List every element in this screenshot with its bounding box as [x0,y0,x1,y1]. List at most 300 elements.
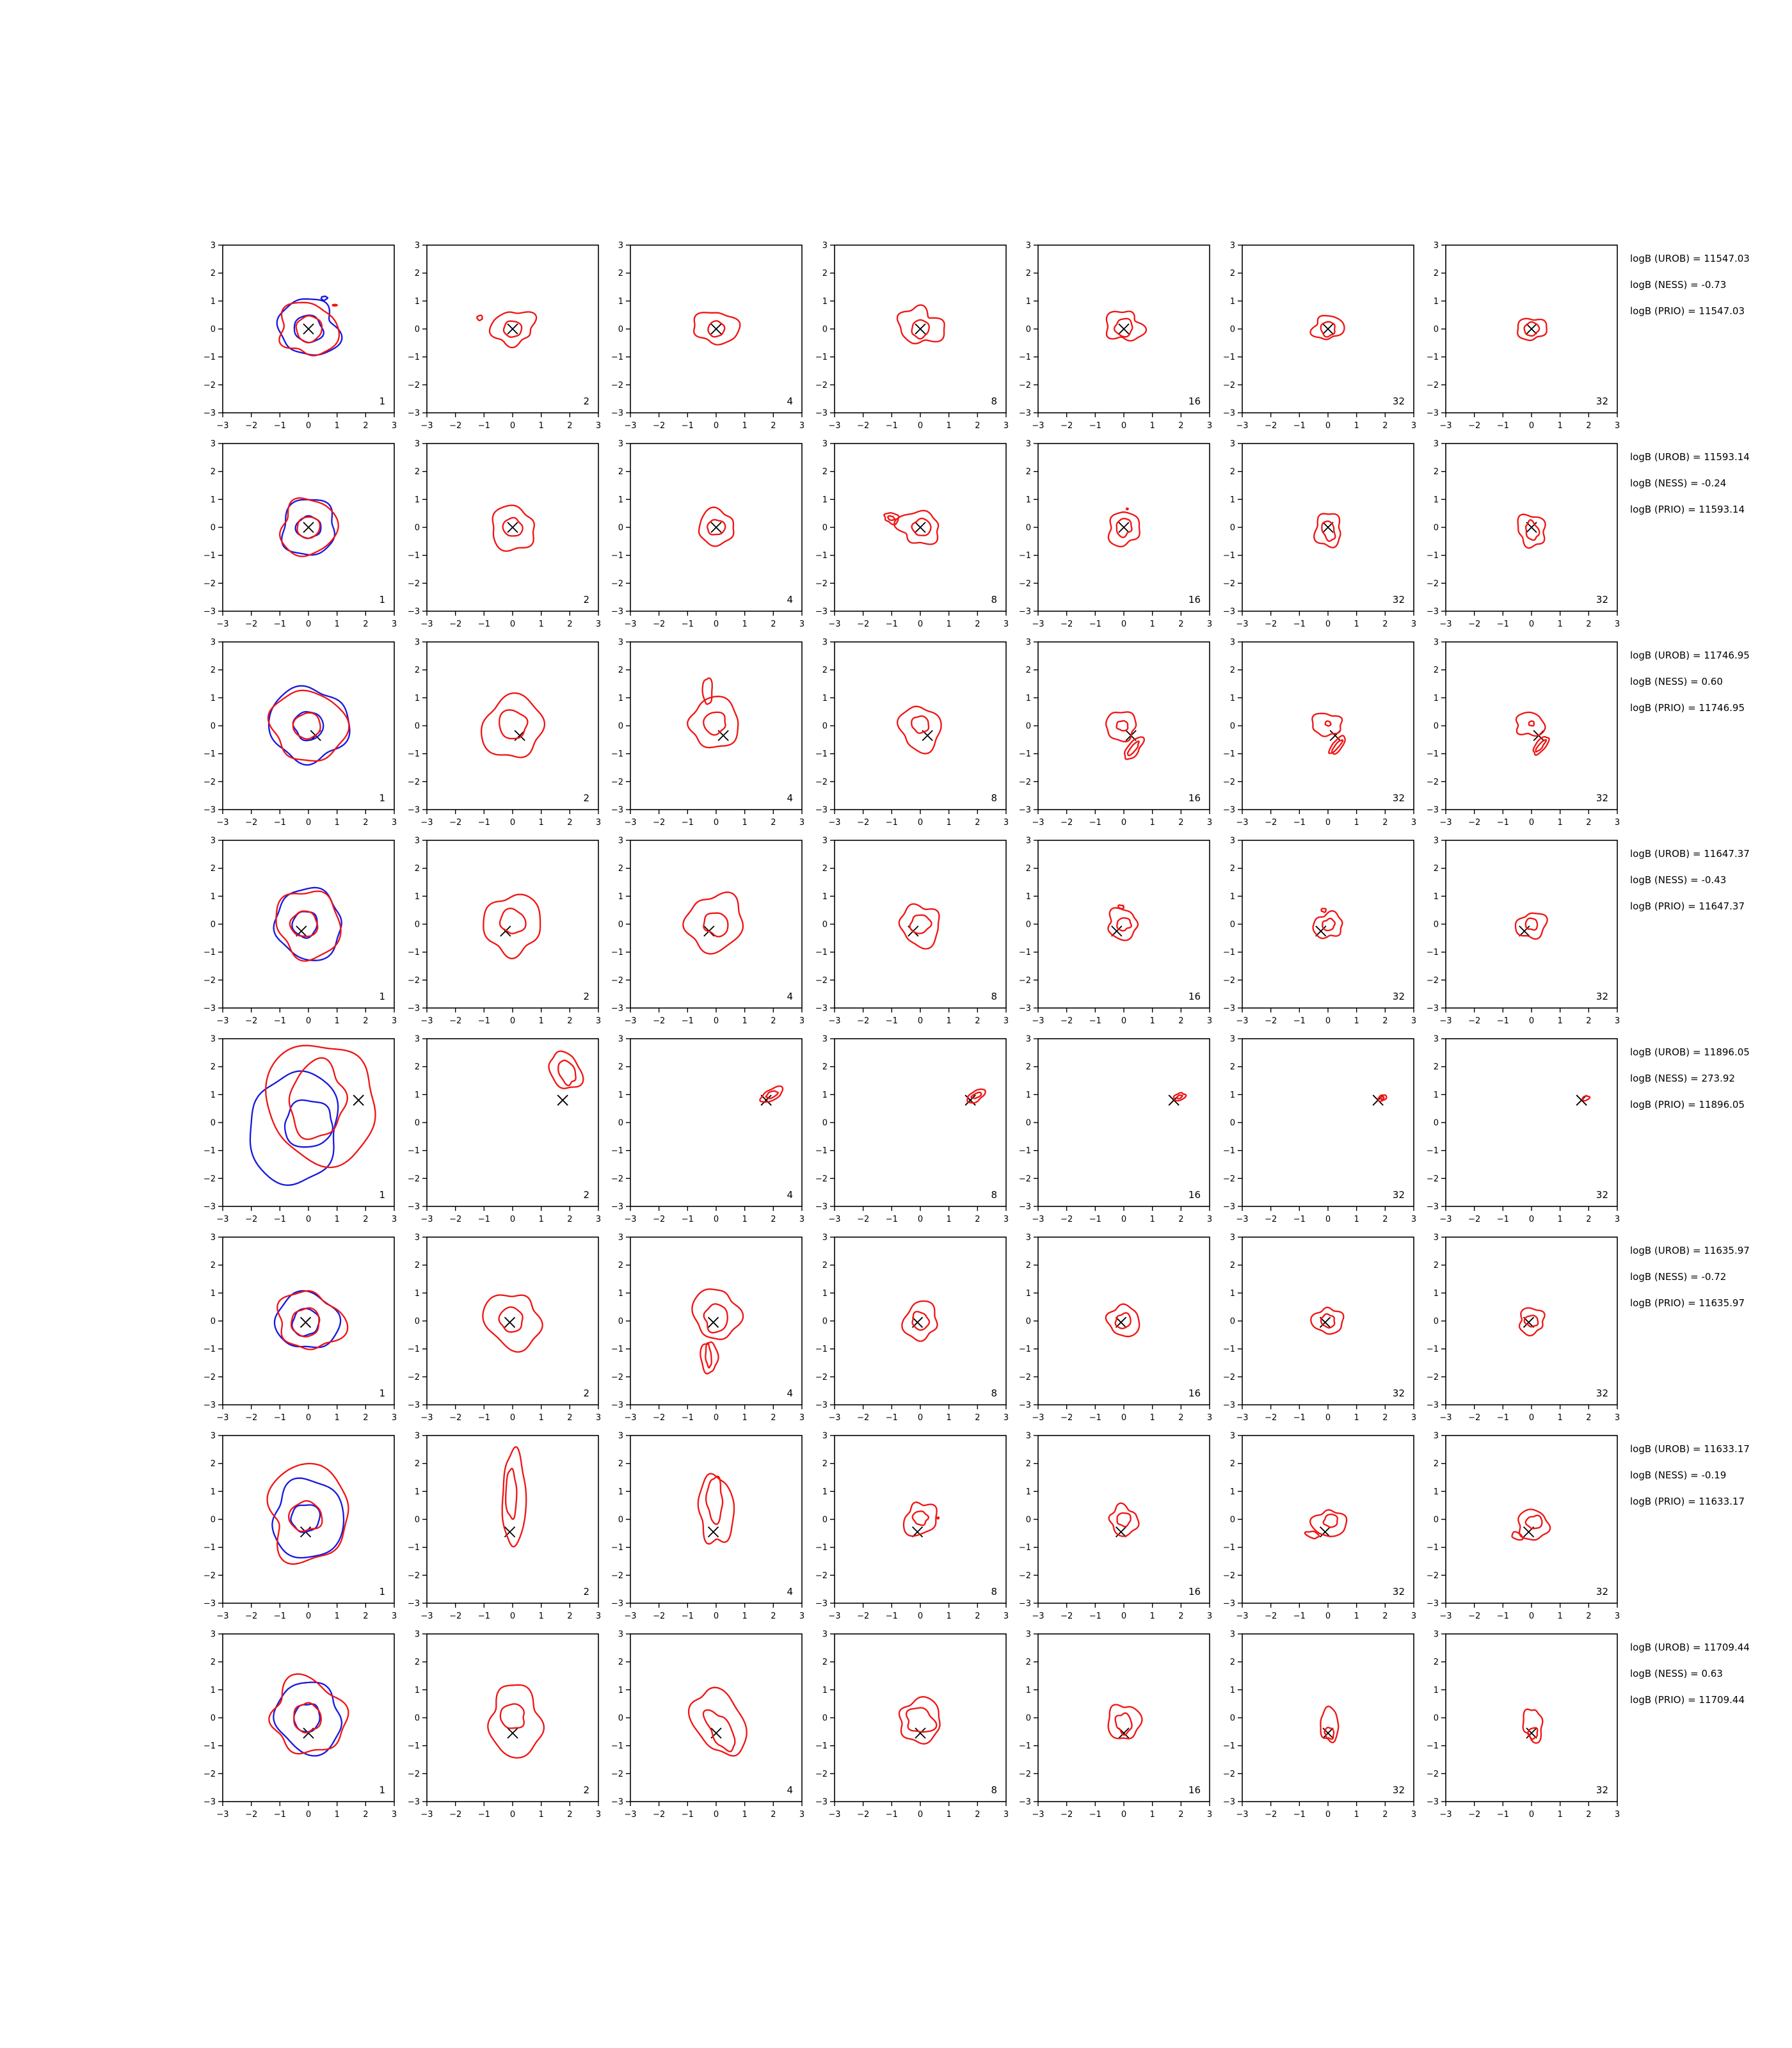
y-tick-label: −3 [203,408,216,419]
x-tick-label: 2 [566,421,572,431]
y-tick-label: 0 [822,721,828,732]
x-tick-label: 1 [1557,1413,1563,1423]
y-tick-label: −2 [1018,1372,1031,1382]
y-tick-label: 1 [1025,693,1031,703]
y-tick-label: −2 [1426,777,1439,787]
y-tick-label: 0 [210,1118,216,1128]
x-tick-label: 3 [1206,818,1213,828]
axes-box [1242,840,1414,1008]
y-tick-label: −1 [203,1146,216,1156]
panel-count-label: 32 [1392,792,1405,804]
red-contour-path [499,710,527,739]
y-tick-label: −3 [815,1004,828,1014]
y-tick-label: 1 [822,1487,828,1497]
y-tick-label: −2 [1426,380,1439,390]
y-tick-label: −3 [407,805,420,815]
y-tick-label: 3 [1433,637,1439,648]
x-tick-label: 1 [1149,421,1155,431]
x-tick-label: 3 [1411,421,1416,431]
y-tick-label: 1 [414,693,420,703]
red-contour-path [894,511,938,545]
x-tick-label: 2 [771,818,776,828]
subplot-r2-c4 [803,436,1015,630]
y-tick-label: −3 [1222,1599,1235,1609]
y-tick-label: 1 [618,495,623,505]
x-tick-label: −3 [216,1810,229,1820]
red-contour-path [1518,515,1546,548]
x-tick-label: 0 [713,1016,719,1026]
axes-box [835,1634,1006,1802]
subplot-r4-c3 [598,833,811,1027]
x-tick-label: 2 [1178,1612,1184,1621]
panel-count-label: 2 [582,1784,589,1796]
subplot-r5-c6 [1210,1031,1423,1226]
x-tick-label: 2 [1586,1810,1592,1820]
red-contour-path [1106,712,1136,742]
subplot-r6-c4 [803,1229,1015,1424]
x-tick-label: 0 [1528,1215,1535,1224]
x-tick-label: −3 [216,1215,229,1224]
axes-box [427,1039,598,1206]
x-tick-label: 0 [305,818,312,828]
y-tick-label: −1 [1222,551,1235,561]
y-tick-label: −1 [1426,353,1439,363]
x-tick-label: −3 [624,1016,637,1026]
subplot-r5-c5 [1006,1031,1219,1226]
y-tick-label: −2 [1018,579,1031,589]
x-marker [1119,522,1129,532]
red-contour-path [906,1708,936,1732]
subplot-r5-c7 [1414,1031,1626,1226]
x-tick-label: 3 [1411,1810,1416,1820]
y-tick-label: −2 [203,380,216,390]
y-tick-label: −2 [407,1372,420,1382]
y-tick-label: −2 [1222,975,1235,986]
x-tick-label: 1 [1354,620,1359,629]
x-tick-label: 3 [595,1810,601,1820]
y-tick-label: 1 [822,296,828,307]
panel-count-label: 32 [1596,991,1608,1002]
subplot-r3-c1 [191,634,403,829]
x-tick-label: −2 [653,1612,666,1621]
x-tick-label: 1 [946,1612,952,1621]
y-tick-label: 2 [1229,864,1235,874]
x-tick-label: −3 [1235,1215,1249,1224]
x-tick-label: 0 [1325,1413,1331,1423]
x-tick-label: 0 [509,620,515,629]
y-tick-label: 3 [1025,637,1031,648]
y-tick-label: 2 [1025,269,1031,279]
y-tick-label: 0 [1229,1118,1235,1128]
y-tick-label: 1 [414,1090,420,1100]
x-tick-label: −3 [1235,818,1249,828]
y-tick-label: −1 [407,1146,420,1156]
x-tick-label: 2 [771,1612,776,1621]
y-tick-label: 3 [210,836,216,846]
x-tick-label: −2 [1468,1612,1481,1621]
y-tick-label: −1 [1222,948,1235,958]
y-tick-label: 3 [1025,1431,1031,1441]
y-tick-label: 1 [822,495,828,505]
y-tick-label: 3 [822,836,828,846]
y-tick-label: 3 [1229,637,1235,648]
x-tick-label: 3 [799,1016,805,1026]
y-tick-label: 3 [822,1431,828,1441]
x-marker [303,324,314,334]
x-tick-label: 1 [742,1413,748,1423]
y-tick-label: −3 [611,1797,623,1807]
x-tick-label: 1 [742,1810,748,1820]
row-6-stats-line-2: logB (NESS) = -0.72 [1630,1271,1727,1283]
y-tick-label: 3 [414,1431,420,1441]
row-3-stats-line-1: logB (UROB) = 11746.95 [1630,650,1750,661]
red-contour-path [1526,918,1537,930]
x-tick-label: 1 [334,1413,340,1423]
x-tick-label: −2 [1468,620,1481,629]
x-tick-label: 3 [391,1810,397,1820]
y-tick-label: 3 [822,1034,828,1044]
x-tick-label: 0 [1121,1810,1127,1820]
x-tick-label: 3 [1206,1612,1213,1621]
y-tick-label: −1 [203,1543,216,1553]
y-tick-label: 2 [414,1062,420,1073]
y-tick-label: 1 [414,296,420,307]
y-tick-label: −1 [407,948,420,958]
y-tick-label: −1 [815,1146,828,1156]
y-tick-label: 2 [822,666,828,676]
y-tick-label: −2 [1426,975,1439,986]
y-tick-label: −3 [1426,607,1439,617]
y-tick-label: 1 [1433,892,1439,902]
x-tick-label: 3 [799,620,805,629]
y-tick-label: 0 [414,324,420,335]
y-tick-label: −3 [1222,607,1235,617]
y-tick-label: −2 [611,1571,623,1581]
axes-box [223,1436,394,1603]
axes-box [630,1237,802,1405]
panel-count-label: 1 [379,1189,385,1201]
y-tick-label: 0 [1229,1316,1235,1327]
subplot-r4-c6 [1210,833,1423,1027]
x-tick-label: −3 [420,1612,433,1621]
y-tick-label: 1 [1433,1685,1439,1695]
panel-count-label: 2 [582,396,589,407]
y-tick-label: −1 [815,1345,828,1355]
y-tick-label: 1 [618,296,623,307]
y-tick-label: −1 [1222,1345,1235,1355]
y-tick-label: 2 [210,1459,216,1469]
red-contour-path [268,1464,349,1564]
x-tick-label: 3 [1206,620,1213,629]
x-marker [508,522,518,532]
y-tick-label: 3 [210,1233,216,1243]
y-tick-label: −2 [815,380,828,390]
x-tick-label: 1 [1149,1413,1155,1423]
x-tick-label: 0 [1325,1215,1331,1224]
y-tick-label: 0 [1433,920,1439,930]
x-tick-label: −3 [420,1016,433,1026]
x-tick-label: −2 [245,1612,258,1621]
row-4-stats-line-1: logB (UROB) = 11647.37 [1630,848,1750,860]
y-tick-label: −2 [1018,777,1031,787]
y-tick-label: 0 [618,1118,623,1128]
y-tick-label: −3 [203,607,216,617]
x-tick-label: −3 [1439,1016,1452,1026]
y-tick-label: 0 [1433,1713,1439,1724]
x-tick-label: 3 [595,1215,601,1224]
x-tick-label: −3 [828,1413,841,1423]
y-tick-label: 0 [822,1118,828,1128]
x-tick-label: 1 [1557,1612,1563,1621]
y-tick-label: 0 [618,920,623,930]
y-tick-label: 3 [1229,241,1235,251]
x-tick-label: −1 [477,1215,490,1224]
x-tick-label: 2 [1382,620,1388,629]
y-tick-label: 0 [210,1316,216,1327]
red-contour-path [483,895,540,959]
y-tick-label: 0 [210,324,216,335]
x-tick-label: 3 [1614,1413,1620,1423]
red-contour-path [1117,721,1128,731]
y-tick-label: 2 [414,666,420,676]
y-tick-label: 2 [210,1062,216,1073]
x-tick-label: −3 [1032,1810,1044,1820]
y-tick-label: 2 [822,467,828,477]
subplot-r7-c2 [395,1428,607,1622]
row-7-stats-line-2: logB (NESS) = -0.19 [1630,1469,1727,1481]
y-tick-label: 3 [414,637,420,648]
y-tick-label: 2 [1229,1062,1235,1073]
x-tick-label: −1 [273,818,286,828]
x-tick-label: 3 [1411,818,1416,828]
row-1-stats-line-2: logB (NESS) = -0.73 [1630,279,1727,291]
x-tick-label: 2 [1382,421,1388,431]
x-tick-label: 3 [799,1413,805,1423]
x-tick-label: 2 [363,1413,369,1423]
x-tick-label: −2 [449,1215,461,1224]
y-tick-label: −1 [1018,1146,1031,1156]
y-tick-label: 3 [822,637,828,648]
subplot-r3-c3 [598,634,811,829]
y-tick-label: −2 [611,579,623,589]
y-tick-label: 3 [1229,1629,1235,1640]
panel-count-label: 4 [787,991,793,1002]
y-tick-label: 3 [414,836,420,846]
y-tick-label: −3 [1222,1797,1235,1807]
y-tick-label: −3 [1222,1004,1235,1014]
row-4-stats-line-2: logB (NESS) = -0.43 [1630,874,1727,886]
x-tick-label: −2 [1264,1810,1277,1820]
y-tick-label: −1 [1222,1543,1235,1553]
x-tick-label: −2 [653,818,666,828]
row-2-stats-line-2: logB (NESS) = -0.24 [1630,477,1727,489]
subplot-r6-c6 [1210,1229,1423,1424]
x-tick-label: −1 [1293,818,1306,828]
x-tick-label: −2 [653,1016,666,1026]
y-tick-label: 0 [618,1515,623,1525]
y-tick-label: 0 [414,920,420,930]
y-tick-label: 2 [618,1261,623,1271]
y-tick-label: −1 [611,749,623,760]
x-marker [504,1317,515,1327]
x-tick-label: 2 [566,1215,572,1224]
subplot-r4-c4 [803,833,1015,1027]
y-tick-label: 3 [414,1629,420,1640]
x-tick-label: −2 [856,1612,869,1621]
subplot-r2-c5 [1006,436,1219,630]
x-tick-label: −1 [1293,1016,1306,1026]
blue-contour-path [269,686,349,765]
y-tick-label: −2 [611,1769,623,1779]
x-tick-label: −2 [1468,1215,1481,1224]
red-contour-path [909,915,931,934]
x-tick-label: 0 [1528,620,1535,629]
y-tick-label: 1 [210,892,216,902]
y-tick-label: 0 [822,1713,828,1724]
x-tick-label: 2 [363,1612,369,1621]
x-tick-label: −3 [216,818,229,828]
x-tick-label: −3 [624,1612,637,1621]
x-tick-label: 1 [334,818,340,828]
x-tick-label: −2 [1264,421,1277,431]
subplot-r5-c1 [191,1031,403,1226]
subplot-r6-c7 [1414,1229,1626,1424]
x-tick-label: −3 [828,1612,841,1621]
x-marker [303,522,314,532]
y-tick-label: −2 [1018,1571,1031,1581]
row-2-stats-line-3: logB (PRIO) = 11593.14 [1630,504,1745,515]
x-marker [711,324,721,334]
y-tick-label: −3 [203,1599,216,1609]
subplot-r5-c2 [395,1031,607,1226]
x-tick-label: 3 [1003,1612,1009,1621]
x-marker [557,1095,568,1105]
x-tick-label: 2 [771,1215,776,1224]
red-contour-path [1516,913,1548,939]
x-tick-label: −2 [856,421,869,431]
x-tick-label: −1 [477,1413,490,1423]
x-tick-label: 2 [771,1016,776,1026]
x-tick-label: 3 [595,818,601,828]
y-tick-label: −1 [203,1345,216,1355]
y-tick-label: −1 [407,1345,420,1355]
x-tick-label: 2 [1178,1016,1184,1026]
red-contour-path [704,1304,728,1332]
subplot-r7-c3 [598,1428,811,1622]
y-tick-label: −3 [1018,1400,1031,1411]
y-tick-label: −2 [815,777,828,787]
y-tick-label: −3 [611,607,623,617]
y-tick-label: 2 [1025,1062,1031,1073]
y-tick-label: −3 [815,805,828,815]
x-tick-label: −2 [1060,1215,1073,1224]
x-tick-label: −3 [1235,620,1249,629]
x-tick-label: 2 [974,1016,980,1026]
x-tick-label: 2 [1178,1810,1184,1820]
y-tick-label: −3 [611,1004,623,1014]
panel-count-label: 16 [1188,594,1201,605]
x-tick-label: −2 [856,1016,869,1026]
y-tick-label: −2 [1426,1571,1439,1581]
y-tick-label: 0 [618,1713,623,1724]
y-tick-label: −2 [815,1769,828,1779]
x-tick-label: −2 [1264,1016,1277,1026]
axes-box [1242,1237,1414,1405]
y-tick-label: 2 [822,1261,828,1271]
y-tick-label: −1 [1426,1543,1439,1553]
x-tick-label: 3 [1614,818,1620,828]
subplot-r3-c7 [1414,634,1626,829]
x-tick-label: 3 [391,1016,397,1026]
x-tick-label: −2 [653,421,666,431]
x-tick-label: 0 [1121,818,1127,828]
x-tick-label: −1 [477,1810,490,1820]
y-tick-label: 0 [1433,1118,1439,1128]
x-tick-label: 1 [742,1612,748,1621]
x-tick-label: 2 [974,1413,980,1423]
y-tick-label: 2 [414,467,420,477]
y-tick-label: 1 [822,693,828,703]
y-tick-label: −3 [611,1400,623,1411]
axes-box [223,1237,394,1405]
y-tick-label: −2 [1018,1174,1031,1184]
x-tick-label: 2 [363,818,369,828]
x-tick-label: 2 [363,1215,369,1224]
x-tick-label: 2 [974,1215,980,1224]
x-tick-label: −1 [273,620,286,629]
red-contour-path [1108,512,1140,547]
y-tick-label: 3 [822,241,828,251]
y-tick-label: 0 [822,324,828,335]
x-tick-label: 2 [363,421,369,431]
subplot-r2-c7 [1414,436,1626,630]
y-tick-label: −3 [815,1599,828,1609]
subplot-r1-c6 [1210,237,1423,432]
x-tick-label: −2 [245,1016,258,1026]
x-tick-label: −2 [449,1612,461,1621]
axes-box [1038,1634,1210,1802]
red-contour-path [276,892,341,961]
red-contour-path [888,516,895,520]
subplot-r7-c4 [803,1428,1015,1622]
x-tick-label: −1 [1496,818,1509,828]
y-tick-label: −2 [1018,1769,1031,1779]
x-tick-label: −3 [624,620,637,629]
y-tick-label: 2 [210,1658,216,1668]
x-tick-label: 3 [595,1016,601,1026]
x-tick-label: 2 [1382,1215,1388,1224]
x-tick-label: −2 [856,1810,869,1820]
x-tick-label: 3 [1206,1215,1213,1224]
x-tick-label: −2 [449,421,461,431]
y-tick-label: −3 [1426,1202,1439,1212]
x-tick-label: −1 [1293,1612,1306,1621]
x-tick-label: −3 [624,1413,637,1423]
y-tick-label: 0 [1433,1316,1439,1327]
axes-box [630,1039,802,1206]
x-tick-label: −3 [420,620,433,629]
x-tick-label: 1 [742,818,748,828]
x-tick-label: 2 [1586,421,1592,431]
x-tick-label: −2 [449,818,461,828]
x-tick-label: 2 [1178,620,1184,629]
x-tick-label: −1 [1293,1215,1306,1224]
y-tick-label: −3 [1426,1400,1439,1411]
subplot-r8-c6 [1210,1626,1423,1821]
y-tick-label: −3 [203,1400,216,1411]
y-tick-label: 3 [1229,836,1235,846]
y-tick-label: −1 [1222,749,1235,760]
